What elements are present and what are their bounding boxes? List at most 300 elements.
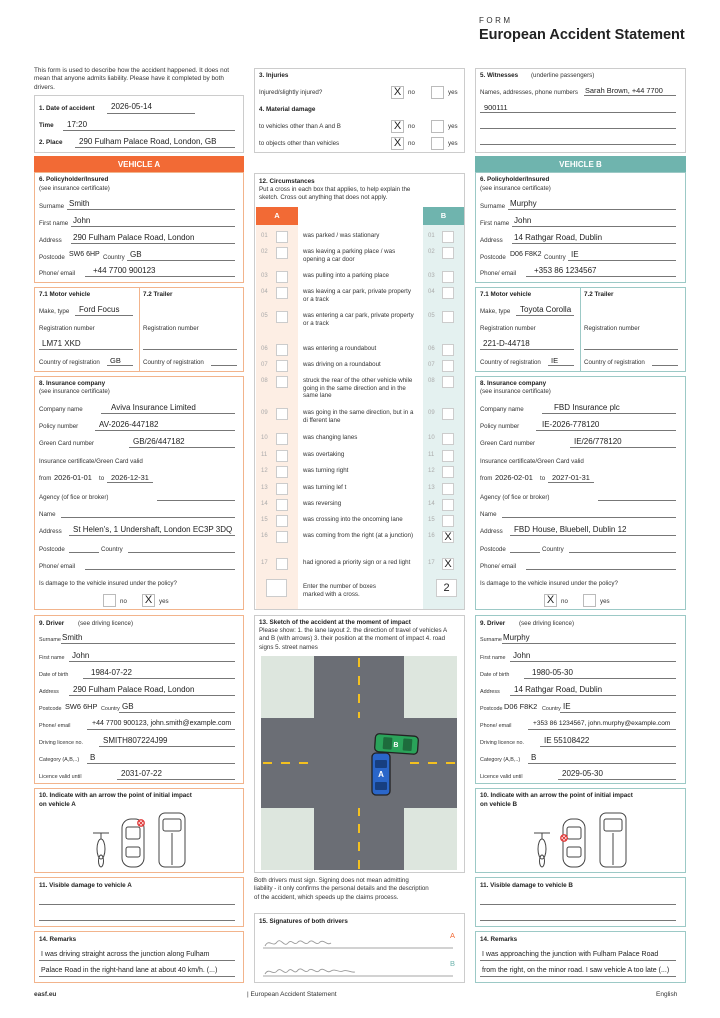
circumstances-box [254, 173, 465, 610]
agency-line [157, 500, 235, 501]
circumstance-checkbox-a[interactable] [276, 531, 288, 543]
licence-line [99, 746, 235, 747]
category-value[interactable]: B [90, 753, 96, 762]
category-value[interactable]: B [531, 753, 537, 762]
accident-sketch[interactable] [261, 656, 457, 870]
company-label: Company name [39, 406, 83, 413]
postcode-value[interactable]: SW6 6HP [69, 251, 100, 258]
greencard-label: Green Card number [39, 440, 95, 447]
signatures-title: 15. Signatures of both drivers [259, 918, 348, 925]
circumstance-checkbox-b[interactable] [442, 515, 454, 527]
country-value[interactable]: GB [130, 250, 142, 259]
circumstance-number-b: 04 [428, 289, 435, 295]
driver-surname-line [61, 643, 235, 644]
damage-question: Is damage to the vehicle insured under the policy? [39, 580, 177, 587]
to-value[interactable]: 2026-12-31 [111, 473, 149, 482]
licence-valid-label: Licence valid until [480, 774, 523, 780]
make-label: Make, type [39, 308, 70, 315]
company-label: Company name [480, 406, 524, 413]
circumstance-number-b: 11 [428, 452, 435, 458]
dob-label: Date of birth [39, 672, 69, 678]
circumstance-number-a: 04 [261, 289, 268, 295]
circumstance-number-a: 17 [261, 560, 268, 566]
greencard-value[interactable]: IE/26/778120 [574, 437, 622, 446]
damage-title: 11. Visible damage to vehicle A [39, 882, 132, 889]
address-line [71, 243, 235, 244]
agency-address-value[interactable]: FBD House, Bluebell, Dublin 12 [514, 525, 627, 534]
driver-country-label: Country [542, 706, 561, 712]
reg-value[interactable]: LM71 XKD [42, 339, 81, 348]
driver-first-label: First name [480, 655, 506, 661]
circumstance-number-a: 10 [261, 435, 268, 441]
address-value[interactable]: 14 Rathgar Road, Dublin [514, 233, 603, 242]
time-line [63, 130, 235, 131]
circumstance-checkbox-a[interactable] [276, 344, 288, 356]
footer-site: easf.eu [34, 991, 57, 998]
witness-line-3 [480, 128, 676, 129]
circumstance-number-b: 10 [428, 435, 435, 441]
sketch-description: Please show: 1. the lane layout 2. the direction of travel of vehicles A and B (with arrows) 3. their position at the moment of impact 4. road signs 5. street names [259, 627, 447, 651]
remarks-line-2[interactable]: from the right, on the minor road. I saw vehicle A too late (...) [482, 967, 670, 974]
reg-line [39, 349, 133, 350]
vehicle-silhouettes-icon[interactable] [532, 811, 636, 871]
cor-value[interactable]: IE [551, 356, 559, 365]
damage-no-checkbox[interactable]: X [544, 594, 557, 607]
address-line [512, 243, 676, 244]
circumstance-number-b: 03 [428, 273, 435, 279]
driver-first-line [69, 661, 235, 662]
circumstance-number-a: 09 [261, 410, 268, 416]
cor-value[interactable]: GB [110, 356, 121, 365]
circumstance-checkbox-a[interactable] [276, 499, 288, 511]
dob-line [83, 678, 235, 679]
sketch-title: 13. Sketch of the accident at the moment of impact [259, 619, 411, 626]
place-value[interactable]: 290 Fulham Palace Road, London, GB [79, 137, 217, 146]
circumstance-number-b: 15 [428, 517, 435, 523]
signature-b-label: B [450, 959, 456, 968]
policy-label: Policy number [39, 423, 79, 430]
vehicle-silhouettes-icon[interactable] [91, 811, 195, 871]
material-q1-no-label: no [408, 123, 415, 130]
surname-value[interactable]: Murphy [510, 199, 537, 208]
vehicle-a-insured-box [34, 172, 244, 283]
injuries-no-checkbox[interactable]: X [391, 86, 404, 99]
injuries-question: Injured/slightly injured? [259, 89, 323, 96]
phone-label: Phone/ email [39, 270, 76, 277]
from-value[interactable]: 2026-01-01 [54, 473, 92, 482]
policy-value[interactable]: IE-2026-778120 [542, 420, 600, 429]
circumstance-checkbox-b[interactable]: X [442, 558, 454, 570]
footer-language: English [656, 991, 678, 998]
driver-address-value[interactable]: 290 Fulham Palace Road, London [73, 685, 195, 694]
agency-phone-line [526, 569, 676, 570]
circumstance-number-b: 14 [428, 501, 435, 507]
trailer-title: 7.2 Trailer [584, 291, 614, 298]
vehicle-b-insurance-box [475, 376, 686, 610]
circumstance-number-b: 09 [428, 410, 435, 416]
trailer-reg-line [143, 349, 237, 350]
vehicle-b-impact-box [475, 788, 686, 873]
driver-first-value[interactable]: John [72, 651, 90, 660]
total-b-box[interactable]: 2 [436, 579, 457, 597]
trailer-cor-line [211, 365, 237, 366]
signature-a-label: A [450, 931, 456, 940]
circumstances-instructions: Put a cross in each box that applies, to help explain the sketch. Cross out anything that does not apply. [259, 186, 411, 202]
circumstance-checkbox-a[interactable] [276, 376, 288, 388]
address-label: Address [480, 237, 503, 244]
circumstance-text: was leaving a parking place / was opening a car door [303, 248, 396, 263]
make-value[interactable]: Ford Focus [79, 305, 120, 314]
witnesses-title: 5. Witnesses [480, 72, 519, 79]
driver-postcode-value[interactable]: SW6 6HP [65, 702, 98, 711]
circumstance-checkbox-b[interactable] [442, 287, 454, 299]
vehicle-a-header: VEHICLE A [34, 156, 244, 173]
agency-phone-label: Phone/ email [39, 563, 76, 570]
damage-yes-checkbox[interactable] [583, 594, 596, 607]
total-a-box[interactable] [266, 579, 287, 597]
material-q1-no-checkbox[interactable]: X [391, 120, 404, 133]
circumstance-checkbox-b[interactable] [442, 450, 454, 462]
damage-yes-label: yes [159, 598, 169, 605]
circumstance-text: was overtaking [303, 451, 345, 458]
witness-name[interactable]: Sarah Brown, +44 7700 [585, 86, 663, 95]
from-value[interactable]: 2026-02-01 [495, 473, 533, 482]
trailer-reg-label: Registration number [143, 325, 199, 332]
from-label: from [39, 475, 52, 482]
intro-text: This form is used to describe how the accident happened. It does not mean that anyone admits liability. Please have it completed by both drivers. [34, 67, 230, 91]
circumstance-number-a: 08 [261, 378, 268, 384]
driver-phone-line [87, 729, 235, 730]
remarks-line-1[interactable]: I was driving straight across the junction along Fulham [41, 951, 210, 958]
company-line [101, 413, 235, 414]
postcode-label: Postcode [480, 254, 506, 261]
driver-first-label: First name [39, 655, 65, 661]
circumstance-checkbox-a[interactable] [276, 287, 288, 299]
remarks-underline-2 [39, 976, 235, 977]
company-line [542, 413, 676, 414]
motor-trailer-divider [580, 288, 581, 371]
remarks-line-2[interactable]: Palace Road in the right-hand lane at about 40 km/h. (...) [41, 967, 218, 974]
circumstance-number-b: 07 [428, 362, 435, 368]
circumstance-number-b: 08 [428, 378, 435, 384]
licence-valid-line [117, 779, 235, 780]
vehicle-a-motor-box [34, 287, 244, 372]
circumstance-checkbox-a[interactable] [276, 558, 288, 570]
policy-value[interactable]: AV-2026-447182 [99, 420, 159, 429]
circumstance-checkbox-b[interactable] [442, 344, 454, 356]
dob-value[interactable]: 1984-07-22 [91, 668, 132, 677]
vehicle-b-motor-box [475, 287, 686, 372]
driver-country-label: Country [101, 706, 120, 712]
dob-line [524, 678, 676, 679]
phone-value[interactable]: +44 7700 900123 [93, 266, 156, 275]
policy-line [95, 430, 235, 431]
country-value[interactable]: IE [571, 250, 579, 259]
category-line [87, 763, 235, 764]
material-q2-yes-checkbox[interactable] [431, 137, 444, 150]
driver-postcode-value[interactable]: D06 F8K2 [504, 702, 538, 711]
circumstance-number-a: 07 [261, 362, 268, 368]
agency-postcode-line [510, 552, 540, 553]
firstname-label: First name [39, 220, 69, 227]
remarks-underline-2 [480, 976, 676, 977]
driver-phone-line [528, 729, 676, 730]
circumstance-checkbox-a[interactable] [276, 450, 288, 462]
vehicle-a-insurance-box [34, 376, 244, 610]
column-b-header: B [423, 207, 464, 225]
witness-line-1 [584, 95, 676, 96]
dob-value[interactable]: 1980-05-30 [532, 668, 573, 677]
circumstance-text: was coming from the right (at a junction) [303, 532, 414, 539]
damage-yes-checkbox[interactable]: X [142, 594, 155, 607]
greencard-value[interactable]: GB/26/447182 [133, 437, 185, 446]
driver-phone-label: Phone/ email [480, 723, 512, 729]
licence-valid-value[interactable]: 2031-07-22 [121, 769, 162, 778]
circumstance-text: was entering a roundabout [303, 345, 377, 352]
injuries-no-label: no [408, 89, 415, 96]
signature-note: Both drivers must sign. Signing does not mean admitting liability - it only confirms the personal details and the description of the accident, which speeds up the claims process. [254, 877, 429, 901]
surname-label: Surname [39, 203, 65, 210]
driver-country-line [560, 712, 676, 713]
circumstance-checkbox-b[interactable]: X [442, 531, 454, 543]
vehicle-b-remarks-box [475, 931, 686, 983]
damage-line-2 [39, 920, 235, 921]
to-value[interactable]: 2027-01-31 [552, 473, 590, 482]
policy-label: Policy number [480, 423, 520, 430]
injuries-yes-checkbox[interactable] [431, 86, 444, 99]
material-q1-yes-checkbox[interactable] [431, 120, 444, 133]
agency-country-label: Country [542, 546, 564, 553]
trailer-cor-label: Country of registration [584, 359, 645, 366]
circumstance-number-b: 01 [428, 233, 435, 239]
circumstance-checkbox-b[interactable] [442, 466, 454, 478]
licence-valid-line [558, 779, 676, 780]
impact-title: 10. Indicate with an arrow the point of initial impact [39, 792, 192, 799]
agency-address-label: Address [480, 528, 503, 535]
agency-phone-label: Phone/ email [480, 563, 517, 570]
vehicle-a-driver-box [34, 615, 244, 784]
firstname-value[interactable]: John [514, 216, 532, 225]
circumstance-text: was changing lanes [303, 434, 358, 441]
make-label: Make, type [480, 308, 511, 315]
trailer-reg-label: Registration number [584, 325, 640, 332]
reg-value[interactable]: 221-D-44718 [483, 339, 530, 348]
trailer-cor-line [652, 365, 678, 366]
policy-line [536, 430, 676, 431]
from-label: from [480, 475, 493, 482]
circumstance-checkbox-a[interactable] [276, 360, 288, 372]
circumstance-number-a: 15 [261, 517, 268, 523]
circumstance-text: was going in the same direction, but in a di fferent lane [303, 409, 414, 424]
car-a-icon [372, 753, 390, 795]
circumstance-number-b: 16 [428, 533, 435, 539]
country-line [127, 260, 235, 261]
make-value[interactable]: Toyota Corolla [520, 305, 572, 314]
company-value[interactable]: Aviva Insurance Limited [111, 403, 196, 412]
impact-subtitle: on vehicle A [39, 801, 76, 808]
driver-country-line [119, 712, 235, 713]
address-value[interactable]: 290 Fulham Palace Road, London [73, 233, 195, 242]
circumstance-number-a: 13 [261, 485, 268, 491]
witness-continued[interactable]: 900111 [484, 103, 508, 112]
licence-valid-value[interactable]: 2029-05-30 [562, 769, 603, 778]
firstname-value[interactable]: John [73, 216, 91, 225]
agency-label: Agency (of fice or broker) [39, 494, 109, 501]
material-title: 4. Material damage [259, 106, 316, 113]
agency-address-label: Address [39, 528, 62, 535]
surname-line [67, 209, 235, 210]
circumstance-checkbox-b[interactable] [442, 483, 454, 495]
circumstance-text: was turning lef t [303, 484, 347, 491]
agency-country-line [128, 552, 235, 553]
cor-line [548, 365, 574, 366]
damage-yes-label: yes [600, 598, 610, 605]
material-q2-no-checkbox[interactable]: X [391, 137, 404, 150]
insurance-subtitle: (see insurance certificate) [39, 388, 110, 395]
cor-label: Country of registration [480, 359, 541, 366]
circumstance-checkbox-a[interactable] [276, 483, 288, 495]
agency-name-line [502, 517, 676, 518]
circumstance-text: was pulling into a parking place [303, 272, 389, 279]
category-line [528, 763, 676, 764]
greencard-line [129, 447, 235, 448]
driver-subtitle: (see driving licence) [78, 620, 134, 627]
licence-valid-label: Licence valid until [39, 774, 82, 780]
time-value[interactable]: 17:20 [67, 120, 88, 129]
signatures-box [254, 913, 465, 983]
driver-phone-label: Phone/ email [39, 723, 71, 729]
circumstance-checkbox-a[interactable] [276, 466, 288, 478]
insurance-subtitle: (see insurance certificate) [480, 388, 551, 395]
circumstance-checkbox-b[interactable] [442, 408, 454, 420]
witnesses-label: Names, addresses, phone numbers [480, 89, 579, 96]
circumstance-checkbox-a[interactable] [276, 433, 288, 445]
vehicle-b-header: VEHICLE B [475, 156, 686, 173]
circumstance-number-b: 17 [428, 560, 435, 566]
agency-postcode-line [69, 552, 99, 553]
injuries-title: 3. Injuries [259, 72, 289, 79]
company-value[interactable]: FBD Insurance plc [554, 403, 620, 412]
date-value[interactable]: 2026-05-14 [111, 102, 152, 111]
firstname-line [71, 226, 235, 227]
injuries-yes-label: yes [448, 89, 458, 96]
circumstance-text: was driving on a roundabout [303, 361, 381, 368]
surname-value[interactable]: Smith [69, 199, 90, 208]
agency-postcode-label: Postcode [480, 546, 506, 553]
circumstance-text: was turning right [303, 467, 349, 474]
licence-label: Driving licence no. [480, 740, 525, 746]
signature-b-scribble[interactable] [263, 964, 453, 978]
driver-first-value[interactable]: John [513, 651, 531, 660]
driver-phone-value[interactable]: +44 7700 900123, john.smith@example.com [92, 720, 232, 727]
circumstance-checkbox-a[interactable] [276, 247, 288, 259]
footer-title: | European Accident Statement [247, 991, 337, 998]
greencard-label: Green Card number [480, 440, 536, 447]
circumstance-checkbox-b[interactable] [442, 433, 454, 445]
country-label: Country [544, 254, 566, 261]
circumstance-checkbox-a[interactable] [276, 408, 288, 420]
damage-line-1 [480, 904, 676, 905]
driver-postcode-label: Postcode [39, 706, 62, 712]
driver-subtitle: (see driving licence) [519, 620, 575, 627]
country-label: Country [103, 254, 125, 261]
circumstance-text: struck the rear of the other vehicle while going in the same direction and in the same lane [303, 377, 413, 400]
witnesses-subtitle: (underline passengers) [531, 72, 595, 79]
driver-address-value[interactable]: 14 Rathgar Road, Dublin [514, 685, 603, 694]
damage-no-checkbox[interactable] [103, 594, 116, 607]
agency-address-value[interactable]: St Helen's, 1 Undershaft, London EC3P 3DQ [73, 525, 233, 534]
driver-surname-value[interactable]: Smith [62, 633, 83, 642]
place-line [75, 147, 235, 148]
agency-name-label: Name [480, 511, 497, 518]
driver-country-value[interactable]: GB [122, 702, 134, 711]
circumstance-checkbox-a[interactable] [276, 515, 288, 527]
circumstance-checkbox-b[interactable] [442, 231, 454, 243]
postcode-value[interactable]: D06 F8K2 [510, 251, 542, 258]
phone-label: Phone/ email [480, 270, 517, 277]
driver-country-value[interactable]: IE [563, 702, 571, 711]
driver-address-line [69, 695, 235, 696]
licence-value[interactable]: SMITH807224J99 [103, 736, 168, 745]
remarks-title: 14. Remarks [480, 936, 518, 943]
driver-phone-value[interactable]: +353 86 1234567, john.murphy@example.com [533, 720, 671, 727]
material-q2-no-label: no [408, 140, 415, 147]
circumstance-text: was entering a car park, private property or a track [303, 312, 414, 327]
remarks-underline-1 [480, 960, 676, 961]
circumstance-number-a: 14 [261, 501, 268, 507]
surname-line [508, 209, 676, 210]
insurance-title: 8. Insurance company [39, 380, 106, 387]
firstname-line [512, 226, 676, 227]
circumstance-checkbox-b[interactable] [442, 376, 454, 388]
driver-title: 9. Driver [480, 620, 506, 627]
circumstance-checkbox-b[interactable] [442, 247, 454, 259]
country-line [568, 260, 676, 261]
driver-surname-value[interactable]: Murphy [503, 633, 530, 642]
trailer-cor-label: Country of registration [143, 359, 204, 366]
circumstance-checkbox-a[interactable] [276, 231, 288, 243]
vehicle-b-damage-box [475, 877, 686, 927]
address-label: Address [39, 237, 62, 244]
circumstance-checkbox-b[interactable] [442, 360, 454, 372]
circumstance-checkbox-b[interactable] [442, 499, 454, 511]
circumstance-checkbox-a[interactable] [276, 271, 288, 283]
trailer-reg-line [584, 349, 678, 350]
circumstance-number-a: 12 [261, 468, 268, 474]
witness-line-2 [480, 112, 676, 113]
agency-address-line [69, 535, 235, 536]
vehicle-a-impact-box [34, 788, 244, 873]
category-label: Category (A,B,..) [39, 757, 80, 763]
licence-value[interactable]: IE 55108422 [544, 736, 590, 745]
circumstance-checkbox-b[interactable] [442, 271, 454, 283]
agency-name-line [61, 517, 235, 518]
general-info-box [34, 95, 244, 153]
circumstance-checkbox-b[interactable] [442, 311, 454, 323]
circumstance-checkbox-a[interactable] [276, 311, 288, 323]
impact-title: 10. Indicate with an arrow the point of initial impact [480, 792, 633, 799]
circumstance-number-b: 13 [428, 485, 435, 491]
driver-address-label: Address [39, 689, 59, 695]
remarks-line-1[interactable]: I was approaching the junction with Fulham Palace Road [482, 951, 659, 958]
phone-value[interactable]: +353 86 1234567 [534, 266, 597, 275]
phone-line [526, 276, 676, 277]
insured-subtitle: (see insurance certificate) [480, 185, 551, 192]
signature-a-scribble[interactable] [263, 936, 453, 950]
material-q2: to objects other than vehicles [259, 140, 340, 147]
reg-line [480, 349, 574, 350]
driver-first-line [510, 661, 676, 662]
